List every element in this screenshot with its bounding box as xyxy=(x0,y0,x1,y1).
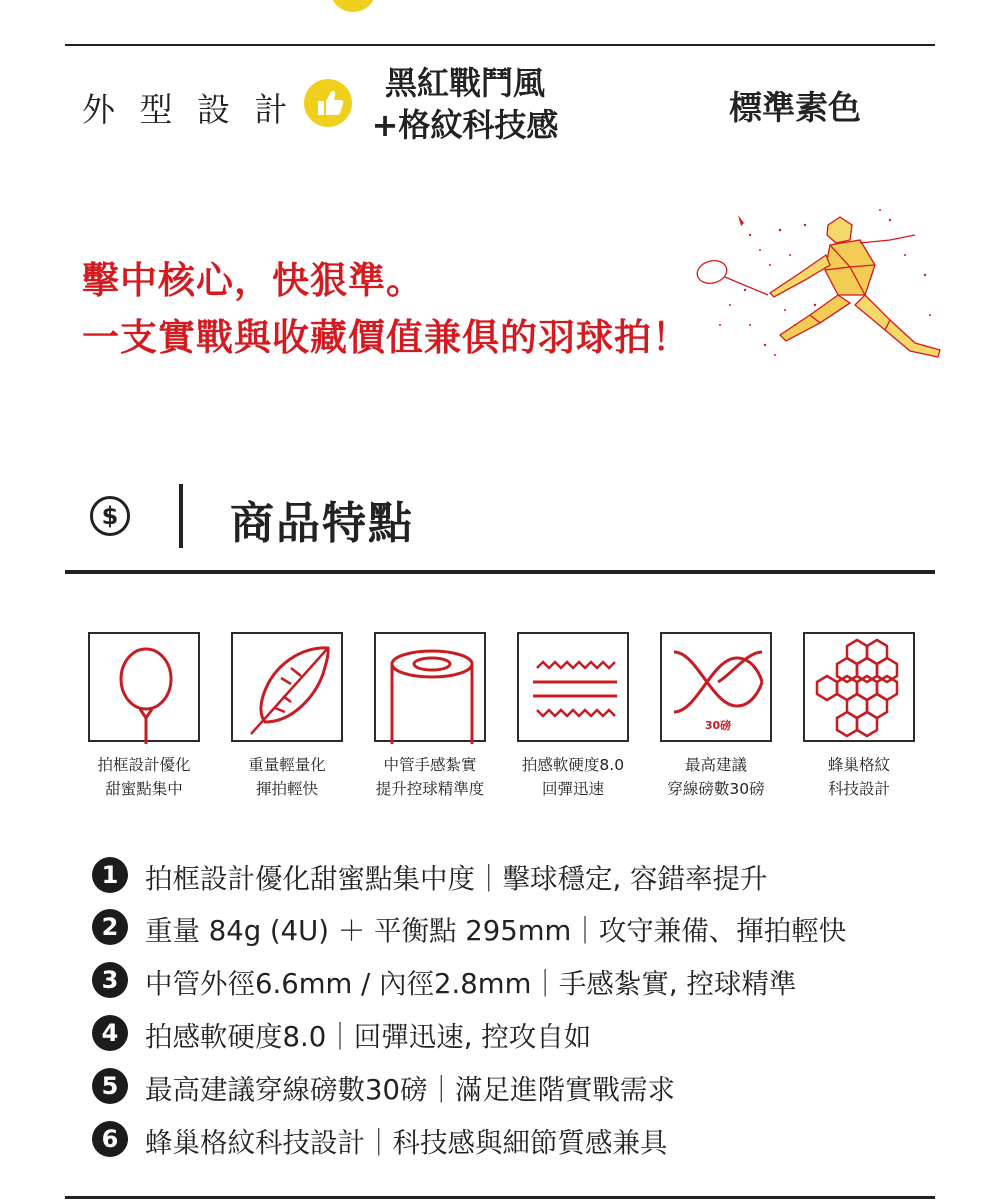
divider-section xyxy=(65,570,935,574)
design-main-choice xyxy=(360,62,570,146)
list-number-badge: 2 xyxy=(92,909,128,945)
shaft-tube-icon xyxy=(374,632,486,742)
feather-icon xyxy=(231,632,343,742)
caption-shaft: 中管手感紮實 提升控球精準度 xyxy=(375,756,485,798)
caption-honeycomb: 蜂巢格紋 科技設計 xyxy=(827,756,890,798)
top-cropped-strip xyxy=(0,0,1000,12)
racket-head-icon xyxy=(88,632,200,742)
string-tension-icon xyxy=(660,632,772,742)
list-item: 重量 84g (4U) ＋ 平衡點 295mm｜攻守兼備、揮拍輕快 xyxy=(145,915,847,947)
tension-badge: 30磅 xyxy=(704,719,732,732)
flex-wave-icon xyxy=(517,632,629,742)
list-number-badge: 6 xyxy=(92,1121,128,1157)
slogan-line2: 一支實戰與收藏價值兼俱的羽球拍！ xyxy=(82,316,690,359)
thumb-badge-cropped xyxy=(331,0,375,12)
list-item: 中管外徑6.6mm / 內徑2.8mm｜手感紮實, 控球精準 xyxy=(145,968,797,1000)
divider-bottom xyxy=(65,1196,935,1199)
design-label: 外 型 設 計 xyxy=(82,90,295,129)
list-item: 最高建議穿線磅數30磅｜滿足進階實戰需求 xyxy=(145,1074,675,1106)
caption-tension: 最高建議 穿線磅數30磅 xyxy=(667,756,765,798)
list-item: 拍感軟硬度8.0｜回彈迅速, 控攻自如 xyxy=(145,1021,592,1053)
design-main-line2: +格紋科技感 xyxy=(371,106,559,144)
list-number-badge: 3 xyxy=(92,962,128,998)
list-number-badge: 4 xyxy=(92,1015,128,1051)
divider-top xyxy=(65,44,935,46)
list-number-badge: 1 xyxy=(92,857,128,893)
header-separator xyxy=(179,484,183,548)
list-item: 拍框設計優化甜蜜點集中度｜擊球穩定, 容錯率提升 xyxy=(145,863,768,895)
caption-feather: 重量輕量化 揮拍輕快 xyxy=(248,756,326,798)
honeycomb-icon xyxy=(803,632,915,742)
caption-racket-head: 拍框設計優化 甜蜜點集中 xyxy=(97,756,191,798)
thumbs-up-icon xyxy=(304,79,352,127)
caption-flex: 拍感軟硬度8.0 回彈迅速 xyxy=(521,756,625,798)
list-number-badge: 5 xyxy=(92,1068,128,1104)
design-standard: 標準素色 xyxy=(729,88,861,127)
list-item: 蜂巢格紋科技設計｜科技感與細節質感兼具 xyxy=(145,1127,668,1159)
badminton-player-illustration xyxy=(690,195,950,370)
ts-logo-icon: $ xyxy=(90,496,130,536)
section-title: 商品特點 xyxy=(230,498,414,549)
design-main-line1: 黑紅戰鬥風 xyxy=(384,64,545,102)
slogan-line1: 擊中核心，快狠準。 xyxy=(82,259,424,302)
